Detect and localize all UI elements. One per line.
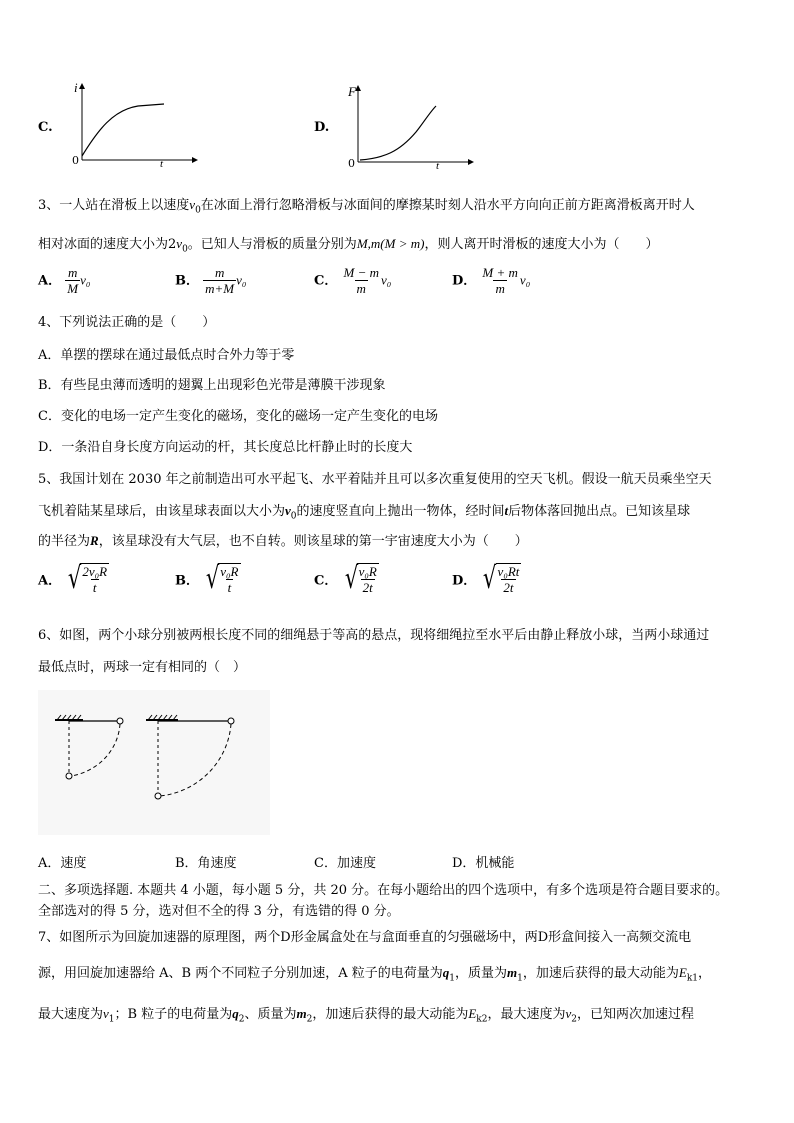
q4-option-d: D．一条沿自身长度方向运动的杆，其长度总比杆静止时的长度大 — [38, 440, 413, 455]
q6-stem-line2: 最低点时，两球一定有相同的（ ） — [38, 660, 247, 675]
q5-option-a: A． √ $\frac{\text{2v₀R}}{t}$ — [38, 561, 108, 596]
graph-i-t — [68, 80, 198, 170]
q2-option-d — [314, 80, 454, 175]
q5-option-d: D． √ $\frac{\text{v₀Rt}}{2t}$ — [452, 561, 520, 596]
q3-option-b: B． $\frac{m}{m+M}$ v₀ — [175, 265, 247, 296]
option-label: D. — [314, 120, 330, 135]
q7-stem-line1: 7、如图所示为回旋加速器的原理图，两个D形金属盒处在与盒面垂直的匀强磁场中，两D形盒间接入一高频交流电 — [38, 930, 692, 945]
q6-option-d: D．机械能 — [452, 856, 515, 871]
axis-label-t: t — [160, 158, 164, 170]
q6-option-a: A．速度 — [38, 856, 87, 871]
q3-stem-line1: 3、一人站在滑板上以速度$v_0$在冰面上滑行忽略滑板与冰面间的摩擦某时刻人沿水平方向向正前方距离滑板离开时人 — [38, 197, 695, 216]
q4-stem: 4、下列说法正确的是（ ） — [38, 315, 216, 330]
q3-option-d: D． $\frac{M + m}{m}$ v₀ — [452, 265, 531, 296]
q3-option-c: C． $\frac{M - m}{m}$ v₀ — [314, 265, 392, 296]
q3-option-a: A． $\frac{m}{M}$ v₀ — [38, 265, 91, 296]
q7-stem-line3: 最大速度为$v_1$；B 粒子的电荷量为$q_2$、质量为$m_2$，加速后获得的最大动能为$E_{k2}$，最大速度为$v_2$，已知两次加速过程 — [38, 1006, 695, 1025]
q5-stem-line1: 5、我国计划在 2030 年之前制造出可水平起飞、水平着陆并且可以多次重复使用的空天飞机。假设一航天员乘坐空天 — [38, 472, 712, 487]
axis-label-t: t — [436, 160, 440, 172]
q7-stem-line2: 源，用回旋加速器给 A、B 两个不同粒子分别加速，A 粒子的电荷量为$q_1$，质量为$m_1$，加速后获得的最大动能为$E_{k1}$， — [38, 965, 712, 984]
q5-stem-line2: 飞机着陆某星球后，由该星球表面以大小为$v_0$的速度竖直向上抛出一物体，经时间t后物体落回抛出点。已知该星球 — [38, 503, 691, 522]
q4-option-b: B．有些昆虫薄而透明的翅翼上出现彩色光带是薄膜干涉现象 — [38, 378, 386, 393]
origin-label: 0 — [348, 157, 355, 170]
section2-line2: 全部选对的得 5 分，选对但不全的得 3 分，有选错的得 0 分。 — [38, 904, 400, 919]
q6-option-b: B．角速度 — [175, 856, 237, 871]
axis-label-f: F — [348, 84, 356, 99]
q6-option-c: C．加速度 — [314, 856, 376, 871]
q4-option-a: A．单摆的摆球在通过最低点时合外力等于零 — [38, 348, 295, 363]
graph-f-t — [344, 80, 474, 170]
option-label: C. — [38, 120, 53, 135]
q5-option-b: B． √ $\frac{\text{v₀R}}{t}$ — [175, 561, 239, 596]
section2-line1: 二、多项选择题. 本题共 4 小题，每小题 5 分，共 20 分。在每小题给出的四个选项中，有多个选项是符合题目要求的。 — [38, 883, 729, 898]
axis-label-i: i — [74, 80, 78, 95]
q3-stem-line2: 相对冰面的速度大小为$2v_0$。已知人与滑板的质量分别为M,m(M > m)，则人离开时滑板的速度大小为（ ） — [38, 236, 659, 255]
q4-option-c: C．变化的电场一定产生变化的磁场，变化的磁场一定产生变化的电场 — [38, 409, 438, 424]
q2-option-c — [38, 80, 178, 175]
q5-option-c: C． √ $\frac{\text{v₀R}}{2t}$ — [314, 561, 377, 596]
q5-stem-line3: 的半径为R，该星球没有大气层，也不自转。则该星球的第一宇宙速度大小为（ ） — [38, 533, 528, 549]
origin-label: 0 — [72, 154, 79, 167]
pendulum-figure — [38, 690, 270, 835]
q6-stem-line1: 6、如图，两个小球分别被两根长度不同的细绳悬于等高的悬点，现将细绳拉至水平后由静止释放小球，当两小球通过 — [38, 628, 710, 643]
